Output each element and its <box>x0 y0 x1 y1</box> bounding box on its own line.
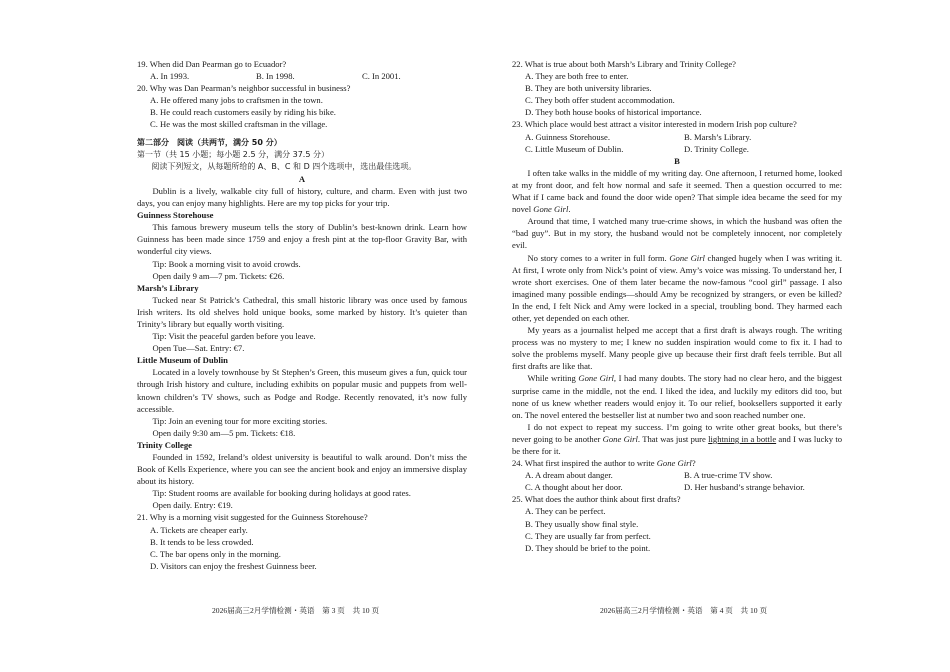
para5-text-b: , I had many doubts. The story had no clear hero, and the biggest surprise came in the middle, not the end. I liked the idea, and luckily my editors did too, but none of us knew whether readers would enjoy it. To our relief, booksellers supported it early on. The novel entered the bestseller list at number two and soon reached number one. <box>512 373 842 420</box>
q19-options <box>137 70 467 82</box>
underlined-phrase: lightning in a bottle <box>708 433 777 444</box>
museum-heading: Little Museum of Dublin <box>137 355 228 366</box>
trinity-desc: Founded in 1592, Ireland’s oldest university is beautiful to walk around. Don’t miss the Book of Kells Experience, where you can see the ancient book and enjoy an immersive display about its history. <box>137 452 467 487</box>
para6-text-b: . That was just pure <box>637 433 709 444</box>
right-page <box>512 58 842 554</box>
passage-b-para3 <box>512 252 842 325</box>
q22-option-c: C. They both offer student accommodation. <box>525 95 675 106</box>
left-page-footer: 2026届高三2月学情检测・英语 第 3 页 共 10 页 <box>212 606 380 615</box>
section1-title: 第一节（共 15 小题；每小题 2.5 分，满分 37.5 分） <box>137 149 329 159</box>
q24-option-a: A. A dream about danger. <box>525 470 613 481</box>
passage-b-para5 <box>512 372 842 420</box>
q21-option-a: A. Tickets are cheaper early. <box>150 524 248 535</box>
q24-stem-text: 24. What first inspired the author to write <box>512 458 657 469</box>
guinness-desc: This famous brewery museum tells the story of Dublin’s best-known drink. Learn how Guinness has been made since 1759 and enjoy a fresh pint at the top-floor Gravity Bar, with wonderful city views. <box>137 222 467 257</box>
q19-option-a: A. In 1993. <box>150 71 190 82</box>
q25-option-b: B. They usually show final style. <box>525 518 639 529</box>
para5-text-a: While writing <box>527 373 579 384</box>
q23-option-b: B. Marsh’s Library. <box>684 131 752 142</box>
q24-option-c: C. A thought about her door. <box>525 482 623 493</box>
para1-text: I often take walks in the middle of my writing day. One afternoon, I returned home, looked at my front door, and felt how normal and safe it seemed. Then a question occurred to me: What if I came back and found the door wide open? That simple idea became the seed for my novel <box>512 167 842 215</box>
q19-option-c: C. In 2001. <box>362 71 401 82</box>
marsh-heading: Marsh’s Library <box>137 282 199 293</box>
q25-option-d: D. They should be brief to the point. <box>525 542 651 553</box>
q22-option-d: D. They both house books of historical importance. <box>525 107 702 118</box>
q20-stem: 20. Why was Dan Pearman’s neighbor successful in business? <box>137 83 351 94</box>
q23-stem: 23. Which place would best attract a visitor interested in modern Irish pop culture? <box>512 119 797 130</box>
novel-title: Gone Girl <box>669 252 705 263</box>
passage-b-label: B <box>674 155 680 166</box>
q23-option-a: A. Guinness Storehouse. <box>525 131 610 142</box>
museum-tip: Tip: Join an evening tour for more exciting stories. <box>152 415 328 426</box>
passage-b-para4: My years as a journalist helped me accept that a first draft is always rough. The writing process was no mystery to me; I knew no sudden inspiration would come to fix it. I had to solve the problems myself. Many people give up because their first draft feels terrible. But all first drafts are like that. <box>512 325 842 372</box>
q20-option-b: B. He could reach customers easily by riding his bike. <box>150 107 336 118</box>
museum-hours: Open daily 9:30 am—5 pm. Tickets: €18. <box>152 427 296 438</box>
guinness-hours: Open daily 9 am—7 pm. Tickets: €26. <box>152 270 285 281</box>
passage-b-para6 <box>512 421 842 457</box>
q24-options-row1 <box>512 469 842 481</box>
q23-option-c: C. Little Museum of Dublin. <box>525 143 624 154</box>
q24-stem-tail: ? <box>691 458 696 469</box>
novel-title: Gone Girl <box>578 373 614 384</box>
passage-a-label: A <box>298 173 306 184</box>
trinity-tip: Tip: Student rooms are available for booking during holidays at good rates. <box>152 488 411 499</box>
q23-options-row1 <box>512 131 842 143</box>
q25-option-c: C. They are usually far from perfect. <box>525 530 651 541</box>
instructions: 阅读下列短文，从每题所给的 A、B、C 和 D 四个选项中，选出最佳选项。 <box>151 161 417 171</box>
passage-b-para2: Around that time, I watched many true-crime shows, in which the husband was often the “bad guy”. But in my story, the husband would not be completely innocent, nor completely evil. <box>512 216 842 251</box>
para3-text-b: changed hugely when I was writing it. At first, I wrote only from Nick’s point of view. Amy’s voice was missing. To understand her, I wrote short exercises. One of them later became the now-famous “cool girl” passage. I also imagined many possible endings—should Amy be recognized by strangers, or even be killed? In the end, I felt Nick and Amy were locked in a special, troubling bond. They harmed each other, yet depended on each other. <box>512 252 842 323</box>
passage-a-intro: Dublin is a lively, walkable city full of history, culture, and charm. Even with just two days, you can enjoy many highlights. Here are my top picks for your trip. <box>137 185 467 209</box>
novel-title: Gone Girl <box>602 433 638 444</box>
part2-title: 第二部分 阅读（共两节，满分 50 分） <box>137 137 282 147</box>
q24-option-b: B. A true-crime TV show. <box>684 470 773 481</box>
q21-option-c: C. The bar opens only in the morning. <box>150 548 281 559</box>
guinness-tip: Tip: Book a morning visit to avoid crowds. <box>152 258 301 269</box>
q19-option-b: B. In 1998. <box>256 71 295 82</box>
q22-option-a: A. They are both free to enter. <box>525 71 629 82</box>
para6-text-a: I do not expect to repeat my success. I’m going to write other great books, but there’s never going to be another <box>512 421 842 444</box>
q24-options-row2 <box>512 481 842 493</box>
para3-text-a: No story comes to a writer in full form. <box>527 252 670 263</box>
marsh-desc: Tucked near St Patrick’s Cathedral, this small historic library was once used by famous Irish writers. Its old shelves hold unique books, some marked by history. It’s quieter than Trinity’s library but equally worth visiting. <box>137 294 467 329</box>
novel-title: Gone Girl <box>656 458 692 469</box>
q22-stem: 22. What is true about both Marsh’s Library and Trinity College? <box>512 59 736 69</box>
marsh-hours: Open Tue—Sat. Entry: €7. <box>152 343 245 354</box>
q20-option-c: C. He was the most skilled craftsman in the village. <box>150 119 328 130</box>
q25-option-a: A. They can be perfect. <box>525 506 606 517</box>
passage-b-para1 <box>512 167 842 215</box>
q23-options-row2 <box>512 143 842 155</box>
q21-option-b: B. It tends to be less crowded. <box>150 536 254 547</box>
q22-option-b: B. They are both university libraries. <box>525 83 652 94</box>
marsh-tip: Tip: Visit the peaceful garden before you leave. <box>152 331 316 342</box>
right-page-footer: 2026届高三2月学情检测・英语 第 4 页 共 10 页 <box>600 606 768 615</box>
q21-option-d: D. Visitors can enjoy the freshest Guinness beer. <box>150 560 317 571</box>
para1-end: . <box>568 204 571 215</box>
q24-stem <box>512 457 842 469</box>
q21-stem: 21. Why is a morning visit suggested for the Guinness Storehouse? <box>137 512 368 523</box>
novel-title: Gone Girl <box>533 204 569 215</box>
para6-text-c: and I was lucky to be there for it. <box>512 433 842 456</box>
q24-option-d: D. Her husband’s strange behavior. <box>684 482 805 493</box>
q25-stem: 25. What does the author think about first drafts? <box>512 494 681 505</box>
left-page <box>137 58 467 572</box>
q23-option-d: D. Trinity College. <box>684 143 749 154</box>
trinity-heading: Trinity College <box>137 439 192 450</box>
guinness-heading: Guinness Storehouse <box>137 210 214 221</box>
trinity-hours: Open daily. Entry: €19. <box>152 500 233 511</box>
q20-option-a: A. He offered many jobs to craftsmen in the town. <box>150 95 323 106</box>
museum-desc: Located in a lovely townhouse by St Stephen’s Green, this museum gives a fun, quick tour through Irish history and culture, including exhibits on popular music and puppets from well-known children’s TV shows, such as Podge and Rodge. Recently renovated, it’s now fully accessible. <box>137 367 467 414</box>
q19-stem: 19. When did Dan Pearman go to Ecuador? <box>137 59 287 69</box>
